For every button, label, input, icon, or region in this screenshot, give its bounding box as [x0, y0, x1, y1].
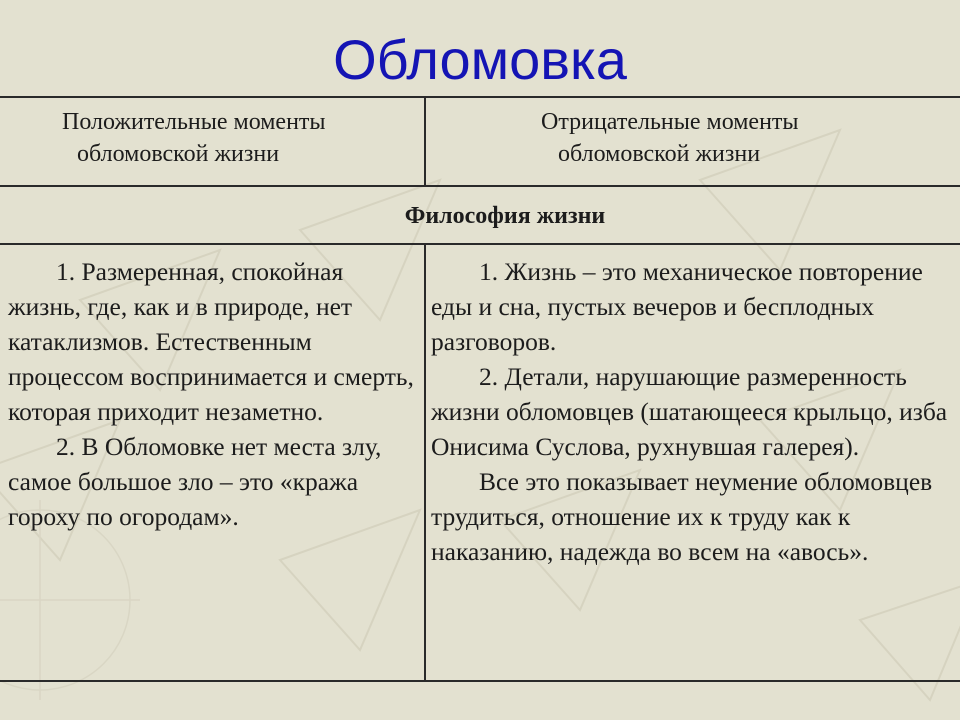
positive-cell	[8, 254, 418, 534]
positive-point-1: 1. Размеренная, спокойная жизнь, где, как и в природе, нет катаклизмов. Естественным процессом воспринимается и смерть, которая приходит незаметно.	[8, 257, 414, 426]
negative-point-1: 1. Жизнь – это механическое повторение еды и сна, пустых вечеров и бесплодных разговоров.	[431, 257, 923, 356]
negative-point-2: 2. Детали, нарушающие размеренность жизни обломовцев (шатающееся крыльцо, изба Онисима Суслова, рухнувшая галерея).	[431, 362, 948, 461]
positive-point-2: 2. В Обломовке нет места злу, самое большое зло – это «кража гороху по огородам».	[8, 432, 382, 531]
header-negative-line1: Отрицательные моменты	[541, 109, 799, 135]
header-positive-line1: Положительные моменты	[62, 109, 326, 135]
header-negative	[426, 106, 960, 170]
table-bottom-border	[0, 680, 960, 682]
negative-cell	[431, 254, 953, 569]
header-positive	[0, 106, 424, 170]
table-column-divider-body	[424, 243, 426, 682]
section-title: Философия жизни	[404, 203, 606, 229]
header-positive-line2: обломовской жизни	[77, 141, 280, 167]
header-negative-line2: обломовской жизни	[558, 141, 761, 167]
slide-title: Обломовка	[333, 28, 627, 91]
table-section-divider	[0, 243, 960, 245]
table-header-divider	[0, 185, 960, 187]
negative-conclusion: Все это показывает неумение обломовцев трудиться, отношение их к труду как к наказанию, надежда во всем на «авось».	[431, 467, 933, 566]
table-top-border	[0, 96, 960, 98]
